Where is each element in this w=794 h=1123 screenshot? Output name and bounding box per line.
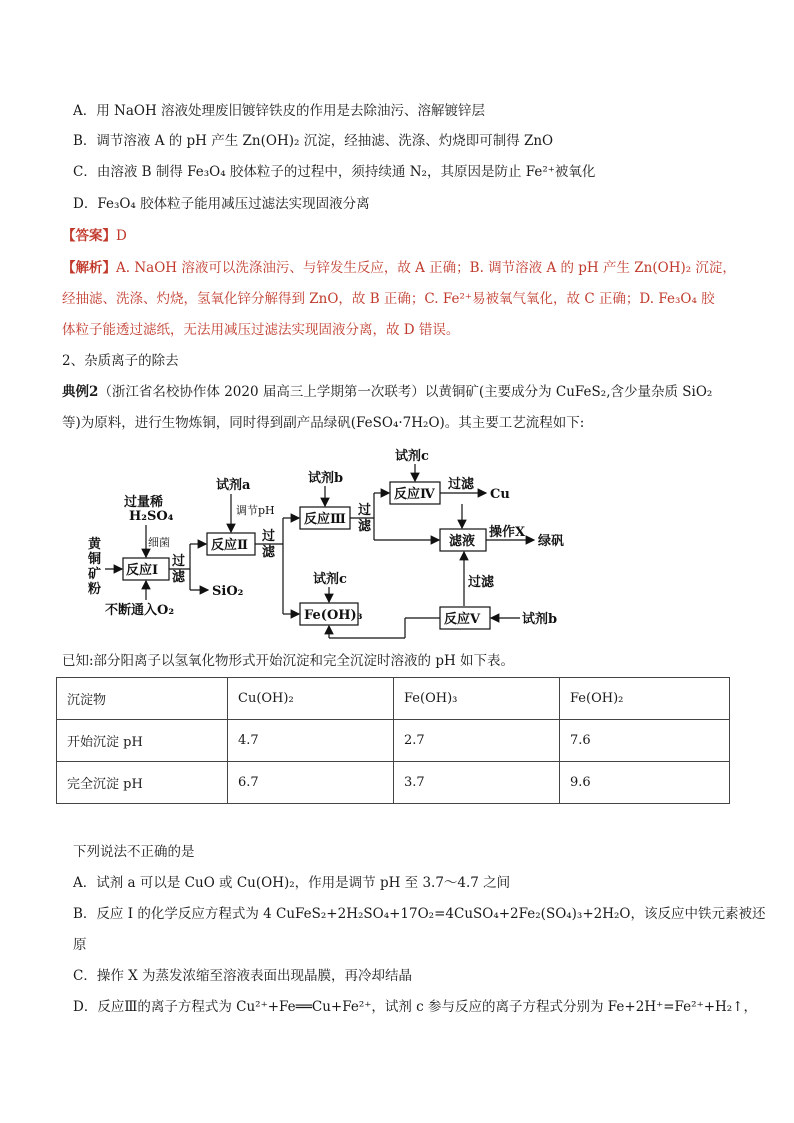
bacteria-label: 细菌: [148, 536, 170, 549]
example-label: 典例2: [62, 384, 99, 400]
reaction-2-label: 反应Ⅱ: [211, 538, 248, 553]
analysis-line-3: 体粒子能透过滤纸，无法用减压过滤法实现固液分离，故 D 错误。: [62, 322, 460, 338]
option-a: A．用 NaOH 溶液处理废旧镀锌铁皮的作用是去除油污、溶解镀锌层: [73, 103, 486, 119]
analysis-label: 【解析】: [62, 260, 116, 276]
analysis-text-1: A. NaOH 溶液可以洗涤油污、与锌发生反应，故 A 正确；B. 调节溶液 A 的 pH 产生 Zn(OH)₂ 沉淀，: [116, 260, 736, 276]
reaction-5-label: 反应Ⅴ: [444, 612, 481, 627]
reagent-c-label-2: 试剂c: [313, 572, 347, 587]
question-line: 下列说法不正确的是: [73, 844, 195, 860]
table-header-cell: Cu(OH)₂: [228, 678, 394, 720]
option-2-c: C．操作 X 为蒸发浓缩至溶液表面出现晶膜，再冷却结晶: [73, 968, 413, 984]
filter-label-top: 过滤: [448, 477, 475, 492]
option-2-a: A．试剂 a 可以是 CuO 或 Cu(OH)₂，作用是调节 pH 至 3.7～4.7 之间: [73, 875, 511, 891]
example-text-1: （浙江省名校协作体 2020 届高三上学期第一次联考）以黄铜矿(主要成分为 CuFeS₂,含少量杂质 SiO₂: [98, 384, 713, 400]
table-cell: 3.7: [394, 762, 560, 804]
table-cell: 2.7: [394, 720, 560, 762]
filter-2-char-2: 滤: [262, 545, 276, 560]
table-cell: 4.7: [228, 720, 394, 762]
filter-2-char-1: 过: [262, 529, 276, 544]
table-row: [57, 720, 730, 762]
filter-3-char-2: 滤: [358, 519, 372, 534]
option-c: C．由溶液 B 制得 Fe₃O₄ 胶体粒子的过程中，须持续通 N₂，其原因是防止 Fe²⁺被氧化: [73, 164, 596, 180]
table-cell: 6.7: [228, 762, 394, 804]
sio2-label: SiO₂: [212, 584, 244, 599]
reagent-b-label-2: 试剂b: [522, 612, 558, 627]
ore-char-2: 铜: [88, 552, 102, 567]
filter-label-bottom: 过滤: [468, 575, 495, 590]
acid-label-1: 过量稀: [124, 495, 164, 510]
cu-label: Cu: [490, 487, 510, 502]
reagent-b-label-1: 试剂b: [308, 471, 344, 486]
option-b: B．调节溶液 A 的 pH 产生 Zn(OH)₂ 沉淀，经抽滤、洗涤、灼烧即可制得 ZnO: [73, 133, 554, 149]
answer-value: D: [116, 228, 127, 244]
option-2-b-line-2: 原: [73, 937, 87, 953]
reaction-4-label: 反应Ⅳ: [394, 487, 435, 502]
filter-1-char-1: 过: [172, 554, 186, 569]
ore-char-4: 粉: [88, 582, 102, 597]
table-header-row: [57, 678, 730, 720]
table-header-cell: Fe(OH)₃: [394, 678, 560, 720]
feoh3-label: Fe(OH)₃: [304, 608, 363, 623]
filtrate-label: 滤液: [449, 534, 476, 549]
option-d: D．Fe₃O₄ 胶体粒子能用减压过滤法实现固液分离: [73, 196, 370, 212]
adjust-ph-label: 调节pH: [236, 504, 275, 517]
acid-label-2: H₂SO₄: [129, 509, 174, 524]
section-heading: 2、杂质离子的除去: [62, 353, 179, 369]
table-cell: 9.6: [560, 762, 730, 804]
reaction-3-label: 反应Ⅲ: [304, 512, 346, 527]
analysis-line-1: [62, 258, 736, 278]
ore-char-1: 黄: [88, 537, 102, 552]
reaction-1-label: 反应Ⅰ: [126, 563, 159, 578]
table-header-cell: 沉淀物: [57, 678, 228, 720]
table-header-cell: Fe(OH)₂: [560, 678, 730, 720]
table-cell: 7.6: [560, 720, 730, 762]
reagent-a-label: 试剂a: [216, 478, 251, 493]
filter-1-char-2: 滤: [172, 570, 186, 585]
filter-3-char-1: 过: [358, 503, 372, 518]
answer-line: [62, 226, 127, 246]
known-line: 已知:部分阳离子以氢氧化物形式开始沉淀和完全沉淀时溶液的 pH 如下表。: [62, 653, 515, 669]
o2-label: 不断通入O₂: [105, 603, 175, 618]
answer-label: 【答案】: [62, 228, 116, 244]
vitriol-label: 绿矾: [538, 534, 565, 549]
reagent-c-label-1: 试剂c: [395, 449, 429, 464]
operation-x-label: 操作X: [489, 525, 526, 540]
table-row: [57, 762, 730, 804]
table-cell: 开始沉淀 pH: [57, 720, 228, 762]
option-2-d: D．反应Ⅲ的离子方程式为 Cu²⁺+Fe══Cu+Fe²⁺，试剂 c 参与反应的离子方程式分别为 Fe+2H⁺=Fe²⁺+H₂↑，: [73, 999, 757, 1015]
precipitation-ph-table: [56, 677, 730, 804]
table-cell: 完全沉淀 pH: [57, 762, 228, 804]
example-line-2: 等)为原料，进行生物炼铜，同时得到副产品绿矾(FeSO₄·7H₂O)。其主要工艺流程如下:: [62, 415, 585, 431]
analysis-line-2: 经抽滤、洗涤、灼烧，氢氧化锌分解得到 ZnO，故 B 正确；C. Fe²⁺易被氧气氧化，故 C 正确；D. Fe₃O₄ 胶: [62, 291, 715, 307]
example-line-1: [62, 382, 712, 402]
option-2-b-line-1: B．反应 I 的化学反应方程式为 4 CuFeS₂+2H₂SO₄+17O₂=4CuSO₄+2Fe₂(SO₄)₃+2H₂O，该反应中铁元素被还: [73, 906, 766, 922]
ore-char-3: 矿: [88, 567, 102, 582]
process-flow-diagram: [0, 440, 794, 640]
